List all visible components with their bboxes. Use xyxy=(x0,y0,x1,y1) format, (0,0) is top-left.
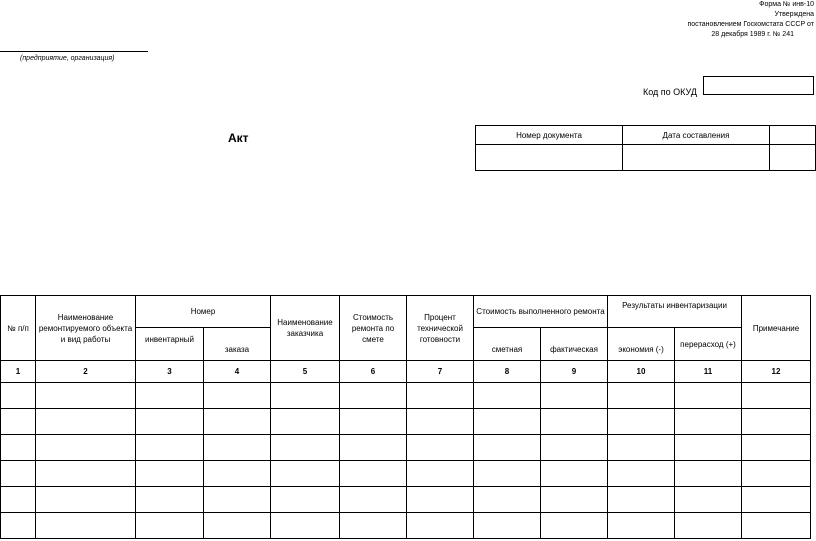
table-cell[interactable] xyxy=(36,435,136,461)
table-cell[interactable] xyxy=(271,409,340,435)
table-cell[interactable] xyxy=(541,513,608,539)
document-info-table xyxy=(475,125,816,171)
table-cell[interactable] xyxy=(136,409,204,435)
table-cell[interactable] xyxy=(36,487,136,513)
table-cell[interactable] xyxy=(340,383,407,409)
column-number: 5 xyxy=(271,361,340,383)
table-cell[interactable] xyxy=(271,383,340,409)
col-header-overspend: перерасход (+) xyxy=(675,328,742,361)
table-cell[interactable] xyxy=(474,487,541,513)
table-cell[interactable] xyxy=(742,435,811,461)
inventory-table xyxy=(0,295,811,539)
table-cell[interactable] xyxy=(742,513,811,539)
column-number: 6 xyxy=(340,361,407,383)
table-row xyxy=(1,461,811,487)
table-cell[interactable] xyxy=(608,383,675,409)
table-cell[interactable] xyxy=(407,487,474,513)
table-cell[interactable] xyxy=(742,409,811,435)
organization-line[interactable] xyxy=(0,51,148,52)
column-number: 1 xyxy=(1,361,36,383)
doc-date-field[interactable] xyxy=(623,145,770,171)
table-cell[interactable] xyxy=(541,487,608,513)
table-cell[interactable] xyxy=(136,383,204,409)
table-cell[interactable] xyxy=(1,435,36,461)
doc-number-field[interactable] xyxy=(476,145,623,171)
table-cell[interactable] xyxy=(407,513,474,539)
table-cell[interactable] xyxy=(1,513,36,539)
doc-date-header: Дата составления xyxy=(623,126,770,145)
table-cell[interactable] xyxy=(204,487,271,513)
page-title: Акт xyxy=(228,131,249,145)
approved-label: Утверждена xyxy=(774,11,814,18)
table-row xyxy=(1,383,811,409)
col-header-actual: фактическая xyxy=(541,328,608,361)
table-cell[interactable] xyxy=(675,383,742,409)
okud-label: Код по ОКУД xyxy=(643,87,697,97)
table-cell[interactable] xyxy=(407,383,474,409)
col-header-savings: экономия (-) xyxy=(608,328,675,361)
table-cell[interactable] xyxy=(136,435,204,461)
table-cell[interactable] xyxy=(136,513,204,539)
table-cell[interactable] xyxy=(608,461,675,487)
table-row xyxy=(1,409,811,435)
table-cell[interactable] xyxy=(204,409,271,435)
table-cell[interactable] xyxy=(608,409,675,435)
col-header-inventory: инвентарный xyxy=(136,328,204,361)
form-number: Форма № инв-10 xyxy=(759,1,814,8)
table-cell[interactable] xyxy=(742,487,811,513)
table-cell[interactable] xyxy=(136,487,204,513)
col-header-note: Примечание xyxy=(742,296,811,361)
table-cell[interactable] xyxy=(675,409,742,435)
table-cell[interactable] xyxy=(340,461,407,487)
table-cell[interactable] xyxy=(36,409,136,435)
table-cell[interactable] xyxy=(474,409,541,435)
table-cell[interactable] xyxy=(1,461,36,487)
table-cell[interactable] xyxy=(474,461,541,487)
table-cell[interactable] xyxy=(608,435,675,461)
okud-divider xyxy=(703,94,814,95)
table-cell[interactable] xyxy=(204,513,271,539)
table-row xyxy=(1,513,811,539)
col-header-cost-estimate: Стоимость ремонта по смете xyxy=(340,296,407,361)
col-header-num: № п/п xyxy=(1,296,36,361)
table-cell[interactable] xyxy=(271,435,340,461)
column-number: 3 xyxy=(136,361,204,383)
resolution-date: 28 декабря 1989 г. № 241 xyxy=(711,31,794,38)
col-header-cost-done-group: Стоимость выполненного ремонта xyxy=(474,296,608,328)
col-header-results-group: Результаты инвентаризации xyxy=(608,296,742,328)
table-cell[interactable] xyxy=(675,461,742,487)
table-cell[interactable] xyxy=(271,461,340,487)
table-cell[interactable] xyxy=(136,461,204,487)
table-cell[interactable] xyxy=(541,461,608,487)
col-header-number-group: Номер xyxy=(136,296,271,328)
table-cell[interactable] xyxy=(474,435,541,461)
column-number: 2 xyxy=(36,361,136,383)
table-cell[interactable] xyxy=(675,487,742,513)
form-header xyxy=(687,0,814,40)
table-row xyxy=(1,487,811,513)
column-number: 10 xyxy=(608,361,675,383)
doc-extra-header xyxy=(770,126,816,145)
column-number: 12 xyxy=(742,361,811,383)
table-cell[interactable] xyxy=(36,513,136,539)
table-cell[interactable] xyxy=(1,383,36,409)
table-cell[interactable] xyxy=(608,513,675,539)
table-cell[interactable] xyxy=(608,487,675,513)
column-number: 9 xyxy=(541,361,608,383)
column-number: 11 xyxy=(675,361,742,383)
col-header-estimated: сметная xyxy=(474,328,541,361)
table-cell[interactable] xyxy=(204,461,271,487)
table-cell[interactable] xyxy=(675,435,742,461)
table-cell[interactable] xyxy=(474,513,541,539)
table-cell[interactable] xyxy=(541,435,608,461)
col-header-customer: Наименование заказчика xyxy=(271,296,340,361)
table-cell[interactable] xyxy=(407,435,474,461)
table-cell[interactable] xyxy=(742,383,811,409)
col-header-order: заказа xyxy=(204,328,271,361)
table-cell[interactable] xyxy=(204,435,271,461)
okud-field[interactable] xyxy=(703,76,814,95)
table-cell[interactable] xyxy=(541,383,608,409)
table-cell[interactable] xyxy=(271,487,340,513)
table-cell[interactable] xyxy=(675,513,742,539)
doc-number-header: Номер документа xyxy=(476,126,623,145)
table-cell[interactable] xyxy=(36,461,136,487)
table-cell[interactable] xyxy=(407,409,474,435)
table-cell[interactable] xyxy=(340,513,407,539)
doc-extra-field[interactable] xyxy=(770,145,816,171)
table-cell[interactable] xyxy=(541,409,608,435)
table-cell[interactable] xyxy=(742,461,811,487)
table-cell[interactable] xyxy=(407,461,474,487)
resolution-text: постановлением Госкомстата СССР от xyxy=(687,21,814,28)
col-header-name: Наименование ремонтируемого объекта и вид работы xyxy=(36,296,136,361)
table-cell[interactable] xyxy=(1,409,36,435)
table-cell[interactable] xyxy=(340,409,407,435)
table-cell[interactable] xyxy=(474,383,541,409)
table-cell[interactable] xyxy=(340,435,407,461)
table-cell[interactable] xyxy=(1,487,36,513)
col-header-percent: Процент технической готовности xyxy=(407,296,474,361)
table-cell[interactable] xyxy=(204,383,271,409)
column-number-row xyxy=(1,361,811,383)
organization-caption: (предприятие, организация) xyxy=(20,55,115,62)
column-number: 8 xyxy=(474,361,541,383)
table-cell[interactable] xyxy=(340,487,407,513)
column-number: 7 xyxy=(407,361,474,383)
column-number: 4 xyxy=(204,361,271,383)
table-row xyxy=(1,435,811,461)
table-cell[interactable] xyxy=(36,383,136,409)
table-cell[interactable] xyxy=(271,513,340,539)
